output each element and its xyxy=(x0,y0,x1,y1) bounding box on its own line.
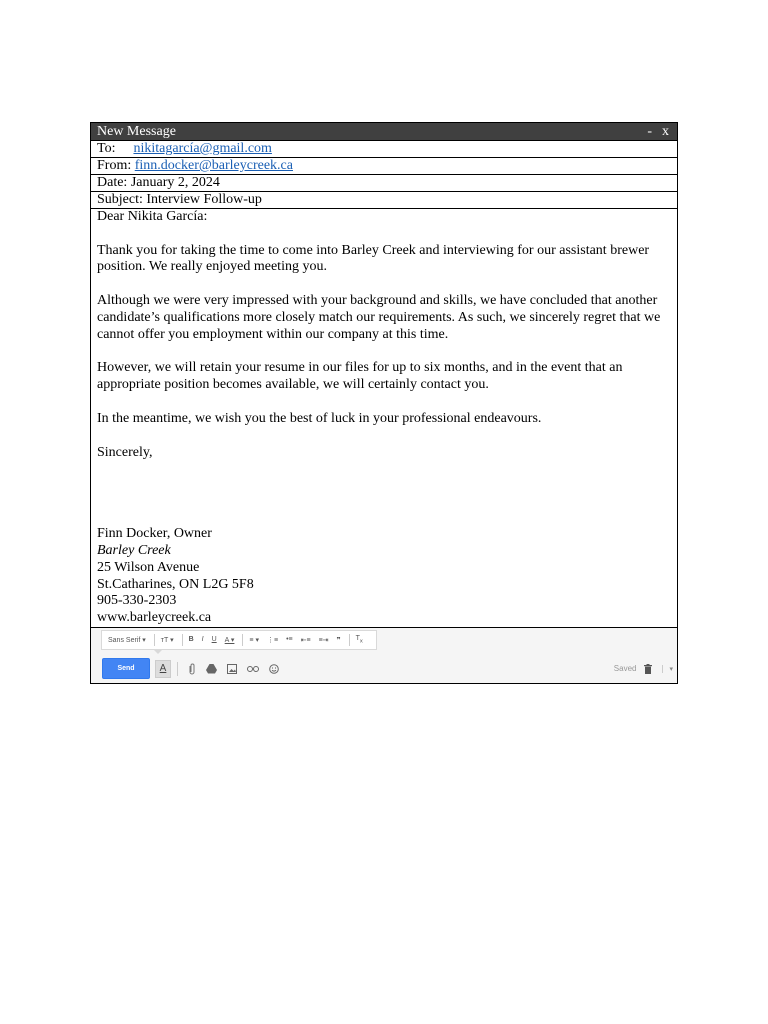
salutation: Dear Nikita García: xyxy=(97,209,208,224)
closing: Sincerely, xyxy=(97,445,153,461)
signature-street: 25 Wilson Avenue xyxy=(97,559,200,575)
numbered-list-icon[interactable]: ⋮≡ xyxy=(266,636,279,644)
compose-title-bar xyxy=(91,123,677,140)
formatting-toggle-icon[interactable]: A xyxy=(155,660,171,678)
quote-icon[interactable]: ❞ xyxy=(336,636,341,644)
drive-icon[interactable] xyxy=(206,664,217,674)
date-value: January 2, 2024 xyxy=(130,175,220,190)
minimize-button[interactable]: - xyxy=(647,124,652,139)
paragraph-4: In the meantime, we wish you the best of luck in your professional endeavours. xyxy=(97,410,542,426)
date-row xyxy=(91,174,677,191)
from-address-link[interactable]: finn.docker@barleycreek.ca xyxy=(134,158,293,173)
signature-city: St.Catharines, ON L2G 5F8 xyxy=(97,576,254,592)
signature-name: Finn Docker, Owner xyxy=(97,526,212,542)
italic-icon[interactable]: I xyxy=(201,636,204,644)
remove-formatting-icon[interactable]: $T_x$ xyxy=(355,635,363,645)
paragraph-2: Although we were very impressed with your background and skills, we have concluded that another candidate’s qualifications more closely match our requirements. As such, we sincerely regret that we cannot offer you employment within our company at this time. xyxy=(97,292,661,342)
align-icon[interactable]: ≡ ▾ xyxy=(249,636,259,644)
subject-row[interactable] xyxy=(91,191,677,208)
send-button[interactable]: Send xyxy=(102,658,150,679)
font-family-label: Sans Serif xyxy=(108,636,141,644)
compose-toolbar xyxy=(91,627,677,683)
font-size-icon[interactable]: тT ▾ xyxy=(160,636,174,644)
formatting-bar xyxy=(101,630,377,650)
signature-company: Barley Creek xyxy=(97,542,171,558)
trash-icon[interactable] xyxy=(644,664,652,674)
signature-website: www.barleycreek.ca xyxy=(97,610,212,626)
indent-less-icon[interactable]: ⇤≡ xyxy=(300,636,311,644)
indent-more-icon[interactable]: ≡⇥ xyxy=(318,636,329,644)
bulleted-list-icon[interactable]: •≡ xyxy=(286,636,293,644)
signature-phone: 905-330-2303 xyxy=(97,593,177,609)
subject-value: Interview Follow-up xyxy=(146,192,262,207)
to-row[interactable] xyxy=(91,140,677,157)
emoji-icon[interactable] xyxy=(269,664,279,674)
underline-icon[interactable]: U xyxy=(211,636,217,644)
to-address-link[interactable]: nikitagarcía@gmail.com xyxy=(133,141,272,156)
close-button[interactable]: x xyxy=(662,124,669,139)
compose-window xyxy=(90,122,678,684)
font-family-select[interactable]: Sans Serif ▾ xyxy=(108,636,146,644)
insert-photo-icon[interactable] xyxy=(227,664,237,674)
bold-icon[interactable]: B xyxy=(188,636,194,644)
subject-label: Subject: xyxy=(97,192,143,207)
message-body[interactable] xyxy=(91,208,677,627)
action-bar xyxy=(91,656,677,682)
to-label: To: xyxy=(97,141,116,156)
saved-status: Saved xyxy=(613,664,637,674)
paragraph-1: Thank you for taking the time to come into Barley Creek and interviewing for our assistant brewer position. We really enjoyed meeting you. xyxy=(97,242,650,275)
attach-icon[interactable] xyxy=(188,663,196,675)
from-row xyxy=(91,157,677,174)
text-color-icon[interactable]: A ▾ xyxy=(224,636,235,644)
window-title: New Message xyxy=(97,124,176,139)
more-options-icon[interactable]: ▾ xyxy=(662,665,673,673)
insert-link-icon[interactable] xyxy=(247,665,259,673)
from-label: From: xyxy=(97,158,132,173)
date-label: Date: xyxy=(97,175,128,190)
paragraph-3: However, we will retain your resume in our files for up to six months, and in the event that an appropriate position becomes available, we will certainly contact you. xyxy=(97,360,623,392)
